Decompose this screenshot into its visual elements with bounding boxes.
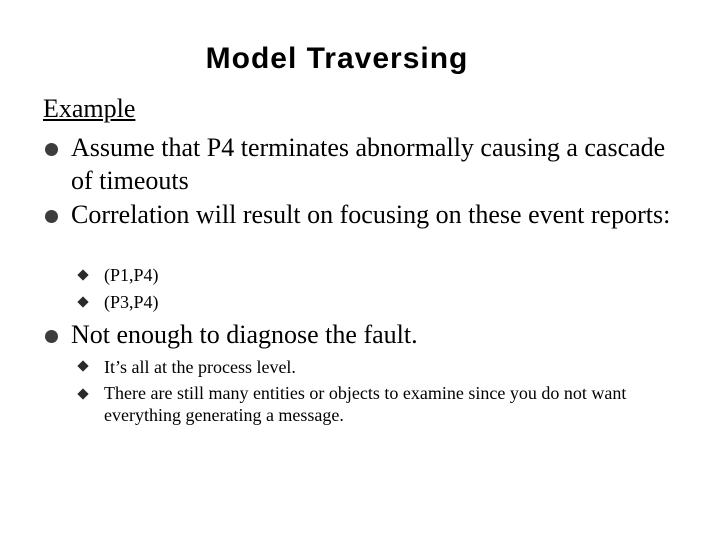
slide-title: Model Traversing: [205, 42, 469, 75]
sub-bullet-item: There are still many entities or objects to examine since you do not want everything generating a message.: [104, 383, 627, 425]
sub-bullet-item: (P1,P4): [104, 265, 159, 285]
subheading: Example: [43, 94, 136, 123]
bullet-dot-icon: [45, 330, 58, 343]
diamond-bullet-icon: [77, 360, 88, 371]
diamond-bullet-icon: [77, 269, 88, 280]
bullet-item: Not enough to diagnose the fault.: [71, 320, 418, 349]
sub-bullet-item: It’s all at the process level.: [104, 357, 296, 377]
sub-bullet-item: (P3,P4): [104, 292, 159, 312]
bullet-dot-icon: [45, 143, 58, 156]
bullet-item: Correlation will result on focusing on these event reports:: [71, 200, 671, 229]
diamond-bullet-icon: [77, 296, 88, 307]
diamond-bullet-icon: [77, 388, 88, 399]
bullet-item: Assume that P4 terminates abnormally causing a cascade of timeouts: [71, 133, 666, 195]
bullet-dot-icon: [45, 210, 58, 223]
